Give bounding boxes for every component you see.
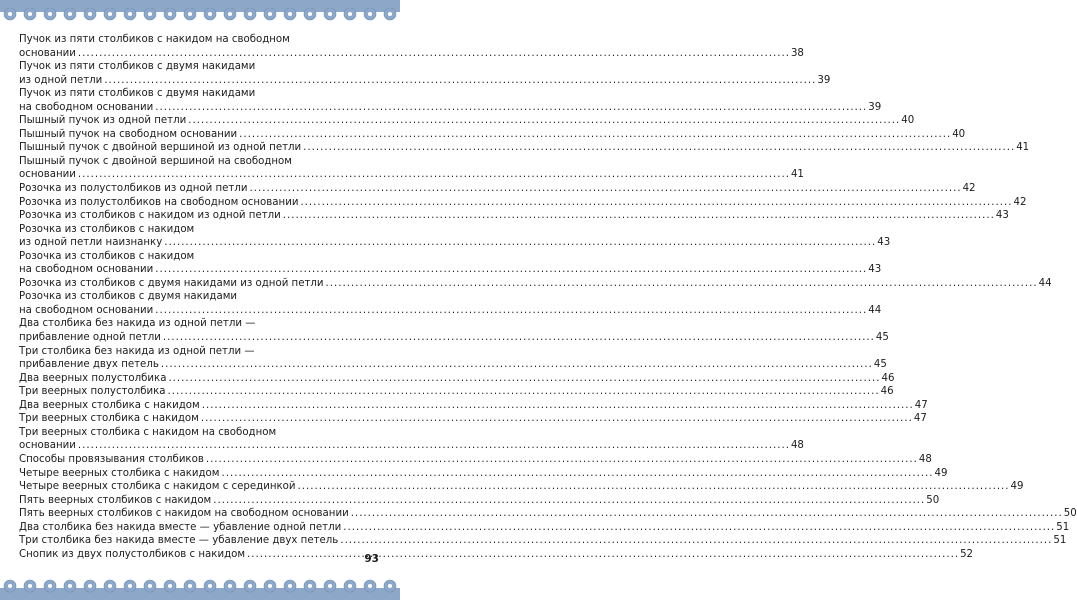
toc-entry-title: Пышный пучок из одной петли bbox=[19, 115, 187, 127]
toc-entry bbox=[19, 467, 948, 481]
toc-dot-leader bbox=[78, 47, 790, 61]
toc-entry-page: 47 bbox=[914, 399, 928, 411]
toc-entry-page: 49 bbox=[1010, 481, 1024, 493]
toc-entry bbox=[19, 426, 804, 453]
toc-entry bbox=[19, 141, 1030, 155]
toc-entry-title: на свободном основании bbox=[19, 304, 154, 316]
toc-entry bbox=[19, 480, 1024, 494]
toc-dot-leader bbox=[168, 372, 880, 386]
toc-entry bbox=[19, 534, 1067, 548]
toc-dot-leader bbox=[340, 534, 1052, 548]
toc-entry bbox=[19, 182, 976, 196]
toc-entry-title: Снопик из двух полустолбиков с накидом bbox=[19, 548, 246, 560]
lace-border-top bbox=[0, 0, 400, 26]
toc-entry-page: 51 bbox=[1053, 535, 1067, 547]
toc-entry-title-line1: Розочка из столбиков с двумя накидами bbox=[19, 291, 238, 303]
toc-entry-page: 50 bbox=[926, 494, 940, 506]
toc-dot-leader bbox=[247, 548, 959, 562]
toc-entry-page: 48 bbox=[790, 440, 804, 452]
toc-entry bbox=[19, 521, 1070, 535]
toc-dot-leader bbox=[78, 439, 790, 453]
toc-entry-title-line1: Розочка из столбиков с накидом bbox=[19, 223, 195, 235]
toc-entry-title: Пышный пучок с двойной вершиной из одной петли bbox=[19, 142, 302, 154]
toc-entry-title: Два веерных столбика с накидом bbox=[19, 399, 200, 411]
toc-entry-title: Розочка из полустолбиков из одной петли bbox=[19, 183, 248, 195]
toc-dot-leader bbox=[303, 141, 1015, 155]
toc-dot-leader bbox=[298, 480, 1010, 494]
toc-entry-title: Три веерных столбика с накидом bbox=[19, 413, 199, 425]
toc-dot-leader bbox=[213, 494, 925, 508]
toc-dot-leader bbox=[78, 168, 790, 182]
toc-entry-page: 42 bbox=[1013, 196, 1027, 208]
toc-entry bbox=[19, 223, 891, 250]
toc-entry bbox=[19, 155, 804, 182]
toc-entry bbox=[19, 87, 882, 114]
toc-entry-title: Два веерных полустолбика bbox=[19, 372, 167, 384]
toc-entry bbox=[19, 114, 915, 128]
toc-entry-page: 45 bbox=[873, 359, 887, 371]
toc-entry bbox=[19, 453, 932, 467]
toc-dot-leader bbox=[155, 101, 867, 115]
toc-entry-title: на свободном основании bbox=[19, 101, 154, 113]
toc-entry-page: 47 bbox=[913, 413, 927, 425]
toc-dot-leader bbox=[188, 114, 900, 128]
toc-entry-page: 50 bbox=[1063, 508, 1077, 520]
toc-entry-title: Способы провязывания столбиков bbox=[19, 453, 204, 465]
toc-dot-leader bbox=[221, 467, 933, 481]
toc-entry bbox=[19, 412, 927, 426]
toc-entry bbox=[19, 290, 882, 317]
toc-entry bbox=[19, 507, 1077, 521]
toc-dot-leader bbox=[164, 236, 876, 250]
toc-entry bbox=[19, 128, 966, 142]
toc-entry-title: Пышный пучок на свободном основании bbox=[19, 128, 238, 140]
toc-entry-page: 39 bbox=[817, 74, 831, 86]
toc-entry-title: из одной петли bbox=[19, 74, 103, 86]
toc-dot-leader bbox=[202, 399, 914, 413]
toc-entry-title-line1: Три веерных столбика с накидом на свободном bbox=[19, 426, 277, 438]
toc-entry-title: Три веерных полустолбика bbox=[19, 386, 166, 398]
toc-entry bbox=[19, 345, 887, 372]
toc-entry bbox=[19, 372, 895, 386]
toc-entry-page: 49 bbox=[934, 467, 948, 479]
toc-entry bbox=[19, 196, 1027, 210]
toc-entry bbox=[19, 385, 894, 399]
toc-entry-title: из одной петли наизнанку bbox=[19, 237, 163, 249]
toc-entry-page: 42 bbox=[962, 183, 976, 195]
toc-dot-leader bbox=[326, 277, 1038, 291]
toc-entry-page: 51 bbox=[1056, 521, 1070, 533]
toc-entry-title: Розочка из столбиков с двумя накидами из одной петли bbox=[19, 277, 324, 289]
toc-entry-page: 44 bbox=[1038, 277, 1052, 289]
toc-dot-leader bbox=[155, 304, 867, 318]
toc-entry-page: 43 bbox=[868, 264, 882, 276]
toc-entry-page: 48 bbox=[918, 453, 932, 465]
toc-dot-leader bbox=[104, 74, 816, 88]
toc-entry-page: 41 bbox=[790, 169, 804, 181]
toc-entry-title: Четыре веерных столбика с накидом bbox=[19, 467, 220, 479]
toc-entry-page: 38 bbox=[790, 47, 804, 59]
toc-entry-title: основании bbox=[19, 440, 76, 452]
toc-dot-leader bbox=[351, 507, 1063, 521]
toc-entry-page: 39 bbox=[868, 101, 882, 113]
toc-entry-page: 43 bbox=[877, 237, 891, 249]
toc-entry-title-line1: Два столбика без накида из одной петли — bbox=[19, 318, 256, 330]
toc-dot-leader bbox=[168, 385, 880, 399]
toc-entry-title-line1: Три столбика без накида из одной петли — bbox=[19, 345, 255, 357]
page-number: 93 bbox=[364, 553, 379, 565]
toc-dot-leader bbox=[163, 331, 875, 345]
toc-entry-title: Розочка из полустолбиков на свободном основании bbox=[19, 196, 299, 208]
toc-entry-title: прибавление двух петель bbox=[19, 359, 159, 371]
toc-entry-title: Два столбика без накида вместе — убавление одной петли bbox=[19, 521, 342, 533]
toc-entry-title-line1: Пучок из пяти столбиков с двумя накидами bbox=[19, 61, 256, 73]
toc-entry-title-line1: Пышный пучок с двойной вершиной на свободном bbox=[19, 155, 292, 167]
toc-entry-page: 44 bbox=[868, 304, 882, 316]
toc-entry-page: 40 bbox=[901, 115, 915, 127]
toc-entry-page: 46 bbox=[880, 386, 894, 398]
toc-entry-title: Четыре веерных столбика с накидом с серединкой bbox=[19, 481, 296, 493]
toc-entry-page: 52 bbox=[960, 548, 974, 560]
toc-dot-leader bbox=[343, 521, 1055, 535]
toc-entry-page: 45 bbox=[875, 332, 889, 344]
toc-entry-title-line1: Пучок из пяти столбиков с накидом на свободном bbox=[19, 34, 290, 45]
toc-entry-page: 41 bbox=[1016, 142, 1030, 154]
toc-entry-title-line1: Розочка из столбиков с накидом bbox=[19, 250, 195, 262]
toc-entry-title: основании bbox=[19, 169, 76, 181]
toc-entry-page: 46 bbox=[881, 372, 895, 384]
toc-entry-title: Пять веерных столбиков с накидом на свободном основании bbox=[19, 508, 349, 520]
toc-entry-title-line1: Пучок из пяти столбиков с двумя накидами bbox=[19, 88, 256, 100]
toc-entry bbox=[19, 494, 940, 508]
toc-entry bbox=[19, 60, 831, 87]
toc-dot-leader bbox=[283, 209, 995, 223]
toc-entry bbox=[19, 33, 804, 60]
toc-entry-title: основании bbox=[19, 47, 76, 59]
toc-entry-title: Розочка из столбиков с накидом из одной петли bbox=[19, 210, 281, 222]
toc-dot-leader bbox=[201, 412, 913, 426]
toc-entry-page: 40 bbox=[952, 128, 966, 140]
toc-entry-title: на свободном основании bbox=[19, 264, 154, 276]
toc-dot-leader bbox=[155, 263, 867, 277]
toc-entry bbox=[19, 277, 1052, 291]
toc-dot-leader bbox=[206, 453, 918, 467]
toc-entry bbox=[19, 317, 889, 344]
toc-dot-leader bbox=[161, 358, 873, 372]
toc-dot-leader bbox=[250, 182, 962, 196]
toc-entry bbox=[19, 209, 1009, 223]
toc-dot-leader bbox=[300, 196, 1012, 210]
toc-entry bbox=[19, 250, 882, 277]
toc-entry-title: Три столбика без накида вместе — убавление двух петель bbox=[19, 535, 339, 547]
toc-entry-title: прибавление одной петли bbox=[19, 332, 161, 344]
toc-entry-page: 43 bbox=[995, 210, 1009, 222]
toc-entry bbox=[19, 399, 928, 413]
toc-dot-leader bbox=[239, 128, 951, 142]
lace-border-bottom bbox=[0, 574, 400, 600]
toc-entry-title: Пять веерных столбиков с накидом bbox=[19, 494, 212, 506]
